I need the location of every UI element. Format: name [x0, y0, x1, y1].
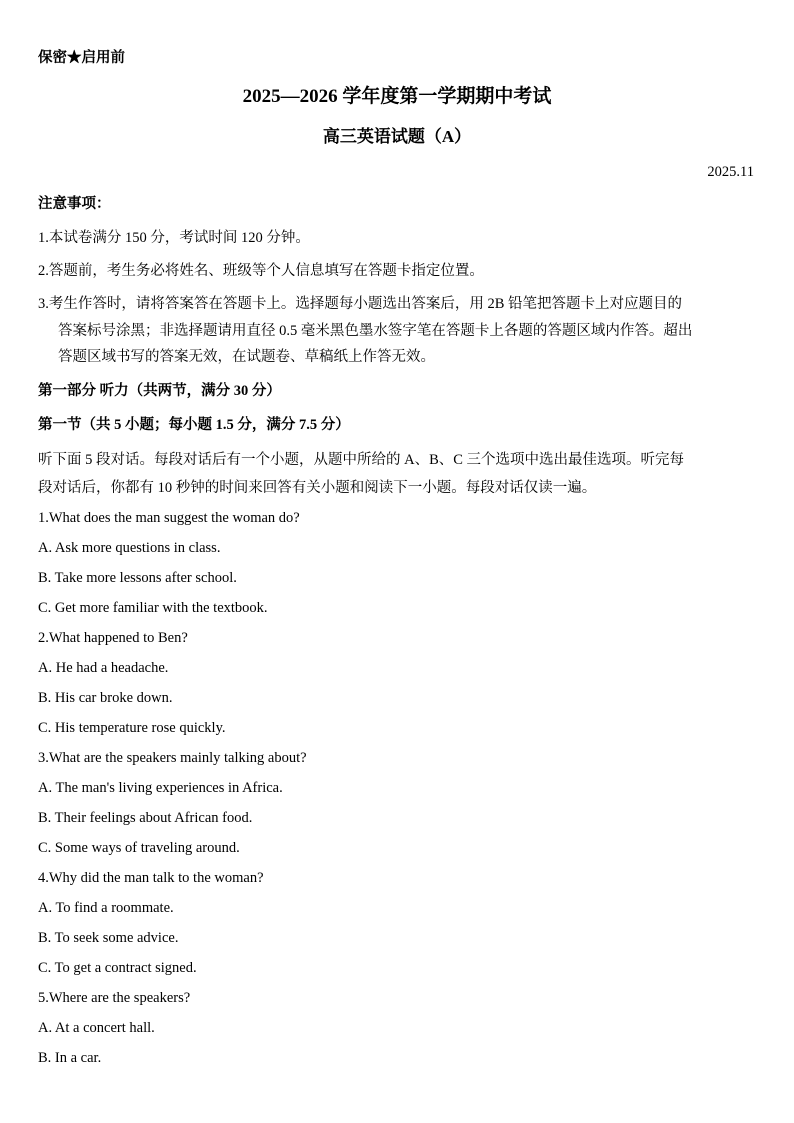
note-item-1: 1.本试卷满分 150 分，考试时间 120 分钟。 — [38, 230, 310, 246]
exam-title: 2025—2026 学年度第一学期期中考试 — [242, 86, 552, 107]
question-3-stem: 3.What are the speakers mainly talking about? — [38, 750, 307, 766]
question-3-option-b: B. Their feelings about African food. — [38, 810, 253, 826]
part1-heading: 第一部分 听力（共两节，满分 30 分） — [38, 383, 281, 399]
instructions-line-2: 段对话后，你都有 10 秒钟的时间来回答有关小题和阅读下一小题。每段对话仅读一遍。 — [38, 480, 597, 496]
question-5-option-b: B. In a car. — [38, 1050, 102, 1066]
notes-heading: 注意事项： — [38, 196, 111, 212]
question-5-option-a: A. At a concert hall. — [38, 1020, 155, 1036]
question-1-stem: 1.What does the man suggest the woman do? — [38, 510, 300, 526]
note-item-3-line-2: 答案标号涂黑；非选择题请用直径 0.5 毫米黑色墨水签字笔在答题卡上各题的答题区域内作答。超出 — [58, 322, 693, 339]
question-3-option-a: A. The man's living experiences in Africa. — [38, 780, 283, 796]
note-item-2: 2.答题前，考生务必将姓名、班级等个人信息填写在答题卡指定位置。 — [38, 263, 484, 279]
question-2-option-c: C. His temperature rose quickly. — [38, 720, 226, 736]
question-1-option-a: A. Ask more questions in class. — [38, 540, 221, 556]
section1-instructions — [38, 446, 758, 502]
question-2-stem: 2.What happened to Ben? — [38, 630, 188, 646]
question-3-option-c: C. Some ways of traveling around. — [38, 840, 240, 856]
question-4-option-c: C. To get a contract signed. — [38, 960, 197, 976]
note-item-3 — [38, 291, 758, 371]
instructions-line-1: 听下面 5 段对话。每段对话后有一个小题，从题中所给的 A、B、C 三个选项中选出最佳选项。听完每 — [38, 452, 685, 468]
question-2-option-a: A. He had a headache. — [38, 660, 169, 676]
exam-date: 2025.11 — [707, 164, 754, 180]
question-1-option-b: B. Take more lessons after school. — [38, 570, 237, 586]
question-2-option-b: B. His car broke down. — [38, 690, 173, 706]
question-4-stem: 4.Why did the man talk to the woman? — [38, 870, 264, 886]
question-1-option-c: C. Get more familiar with the textbook. — [38, 600, 268, 616]
section1-heading: 第一节（共 5 小题；每小题 1.5 分，满分 7.5 分） — [38, 417, 350, 433]
question-4-option-b: B. To seek some advice. — [38, 930, 179, 946]
exam-subtitle: 高三英语试题（A） — [322, 127, 472, 146]
confidential-label: 保密★启用前 — [38, 50, 125, 66]
note-item-3-line-3: 答题区域书写的答案无效，在试题卷、草稿纸上作答无效。 — [58, 349, 435, 365]
note-item-3-line-1: 3.考生作答时，请将答案答在答题卡上。选择题每小题选出答案后，用 2B 铅笔把答题卡上对应题目的 — [38, 296, 683, 312]
question-5-stem: 5.Where are the speakers? — [38, 990, 191, 1006]
question-4-option-a: A. To find a roommate. — [38, 900, 174, 916]
